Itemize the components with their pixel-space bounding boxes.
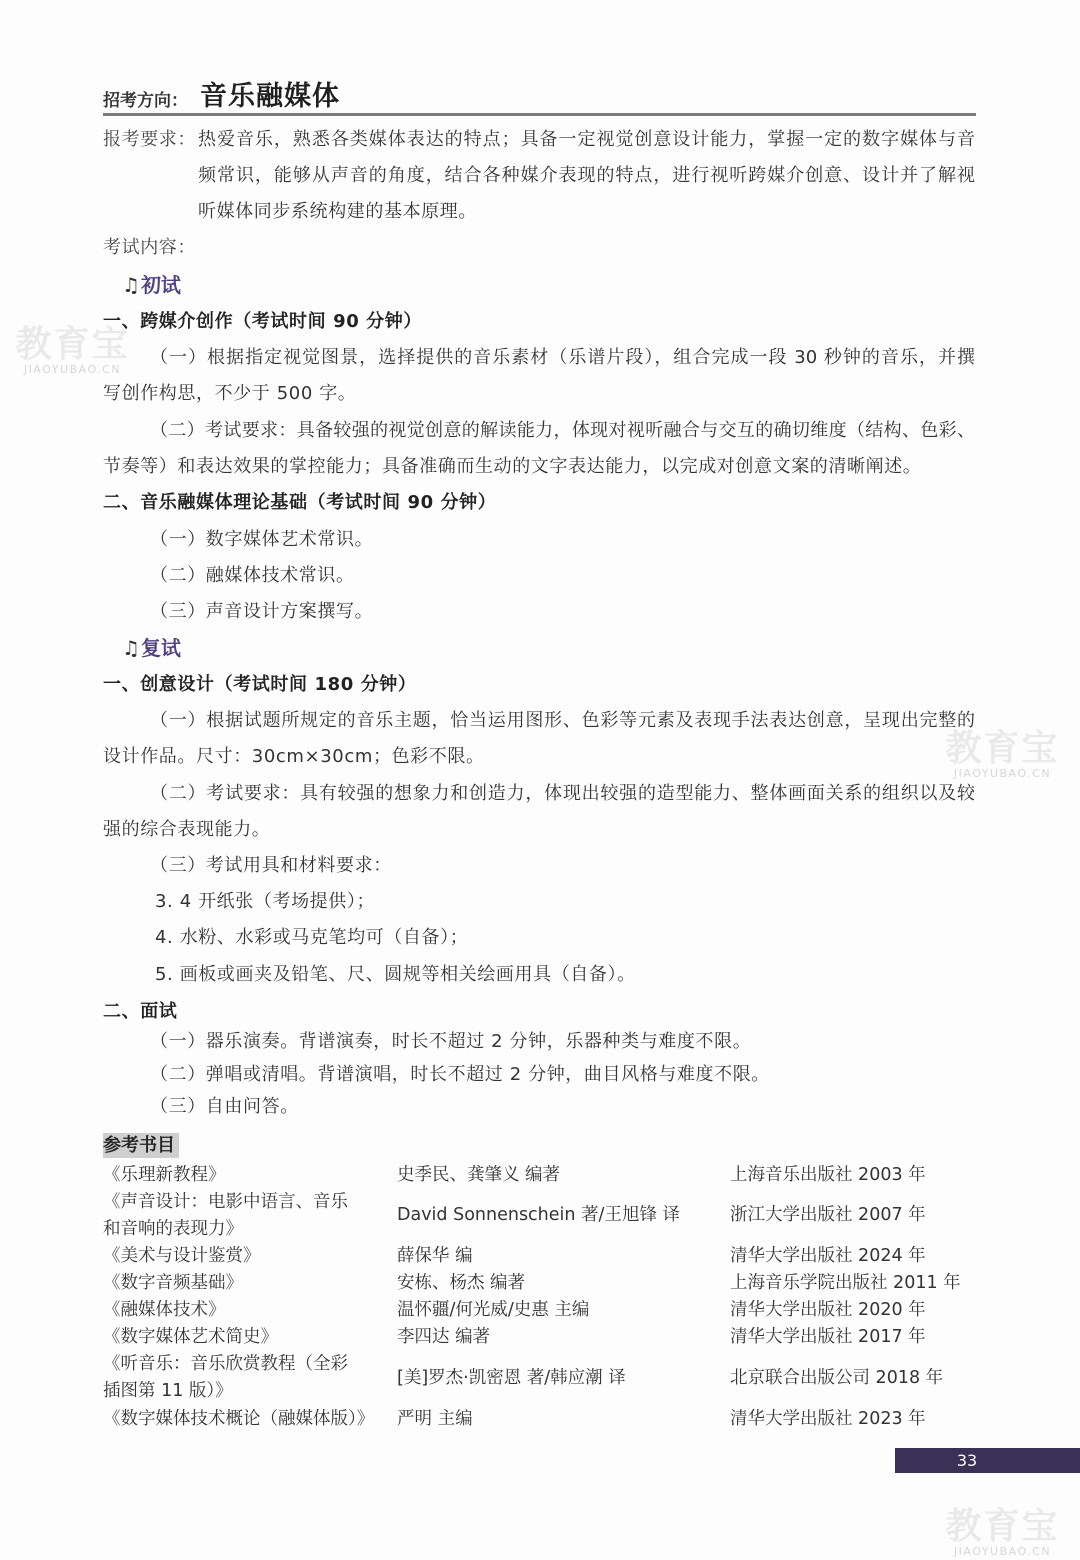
book-author: 安栋、杨杰 编著 <box>397 1273 526 1293</box>
book-author: [美]罗杰·凯密恩 著/韩应潮 译 <box>397 1368 626 1388</box>
list-item: （一）器乐演奏。背谱演奏，时长不超过 2 分钟，乐器种类与难度不限。 <box>150 1031 752 1052</box>
page-title: 音乐融媒体 <box>200 81 340 112</box>
book-title: 《乐理新教程》 <box>103 1165 226 1185</box>
paragraph-line: （一）根据指定视觉图景，选择提供的音乐素材（乐谱片段），组合完成一段 30 秒钟的音乐，并撰 <box>150 347 975 368</box>
list-item: （二）融媒体技术常识。 <box>150 565 355 586</box>
book-publisher: 清华大学出版社 2023 年 <box>730 1409 926 1429</box>
watermark-right <box>945 730 1060 780</box>
book-author: 史季民、龚肇义 编著 <box>397 1165 561 1185</box>
music-note-icon <box>122 273 140 297</box>
book-author: 温怀疆/何光威/史惠 主编 <box>397 1300 590 1320</box>
section-heading: 一、跨媒介创作（考试时间 90 分钟） <box>103 311 422 332</box>
paragraph-line: 节奏等）和表达效果的掌控能力；具备准确而生动的文字表达能力，以完成对创意文案的清晰阐述。 <box>103 456 922 477</box>
paragraph-line: 设计作品。尺寸：30cm×30cm；色彩不限。 <box>103 746 485 767</box>
watermark-domain: JIAOYUBAO.CN <box>953 767 1052 780</box>
paragraph-line: （一）根据试题所规定的音乐主题，恰当运用图形、色彩等元素及表现手法表达创意，呈现出完整的 <box>150 710 975 731</box>
book-author: 薛保华 编 <box>397 1246 473 1266</box>
music-note-icon <box>122 636 140 660</box>
watermark-domain: JIAOYUBAO.CN <box>23 363 122 376</box>
list-item: 5. 画板或画夹及铅笔、尺、圆规等相关绘画用具（自备）。 <box>155 964 636 985</box>
book-publisher: 清华大学出版社 2017 年 <box>730 1327 926 1347</box>
book-title: 《听音乐：音乐欣赏教程（全彩 <box>103 1354 348 1374</box>
references-title: 参考书目 <box>103 1133 179 1158</box>
paragraph-line: （二）考试要求：具备较强的视觉创意的解读能力，体现对视听融合与交互的确切维度（结构、色彩、 <box>150 420 975 441</box>
watermark-logo: 教育宝 <box>15 324 130 365</box>
preliminary-title: 初试 <box>140 273 181 297</box>
paragraph-line: （三）考试用具和材料要求： <box>150 855 392 876</box>
book-author: 严明 主编 <box>397 1409 473 1429</box>
paragraph-line: 写创作构思，不少于 500 字。 <box>103 383 357 404</box>
preliminary-heading <box>122 272 181 298</box>
book-publisher: 浙江大学出版社 2007 年 <box>730 1205 926 1225</box>
book-title: 插图第 11 版）》 <box>103 1381 233 1401</box>
book-publisher: 清华大学出版社 2024 年 <box>730 1246 926 1266</box>
retest-heading <box>122 635 181 661</box>
book-publisher: 上海音乐出版社 2003 年 <box>730 1165 926 1185</box>
book-title: 《融媒体技术》 <box>103 1300 226 1320</box>
list-item: 3. 4 开纸张（考场提供）； <box>155 891 376 912</box>
book-publisher: 北京联合出版公司 2018 年 <box>730 1368 944 1388</box>
book-title: 《声音设计：电影中语言、音乐 <box>103 1192 348 1212</box>
book-publisher: 清华大学出版社 2020 年 <box>730 1300 926 1320</box>
section-heading: 二、面试 <box>103 1001 178 1022</box>
list-item: （三）声音设计方案撰写。 <box>150 601 374 622</box>
requirements-line: 听媒体同步系统构建的基本原理。 <box>198 201 477 222</box>
book-author: 李四达 编著 <box>397 1327 491 1347</box>
book-title: 《美术与设计鉴赏》 <box>103 1246 261 1266</box>
watermark-domain: JIAOYUBAO.CN <box>953 1545 1052 1558</box>
section-heading: 一、创意设计（考试时间 180 分钟） <box>103 674 417 695</box>
retest-title: 复试 <box>140 636 181 660</box>
list-item: （二）弹唱或清唱。背谱演唱，时长不超过 2 分钟，曲目风格与难度不限。 <box>150 1064 770 1085</box>
book-title: 《数字媒体技术概论（融媒体版）》 <box>103 1409 375 1429</box>
list-item: （三）自由问答。 <box>150 1096 299 1117</box>
watermark-logo: 教育宝 <box>945 728 1060 769</box>
paragraph-line: 强的综合表现能力。 <box>103 819 271 840</box>
section-heading: 二、音乐融媒体理论基础（考试时间 90 分钟） <box>103 492 497 513</box>
book-title: 《数字音频基础》 <box>103 1273 243 1293</box>
list-item: （一）数字媒体艺术常识。 <box>150 529 374 550</box>
requirements-label: 报考要求： <box>103 129 196 150</box>
requirements-line: 热爱音乐，熟悉各类媒体表达的特点；具备一定视觉创意设计能力，掌握一定的数字媒体与音 <box>198 129 975 150</box>
exam-content-label: 考试内容： <box>103 237 196 258</box>
direction-label: 招考方向： <box>103 91 188 111</box>
watermark-bottom-right <box>945 1508 1060 1558</box>
list-item: 4. 水粉、水彩或马克笔均可（自备）； <box>155 927 469 948</box>
book-title: 《数字媒体艺术简史》 <box>103 1327 278 1347</box>
watermark-logo: 教育宝 <box>945 1506 1060 1547</box>
paragraph-line: （二）考试要求：具有较强的想象力和创造力，体现出较强的造型能力、整体画面关系的组织以及较 <box>150 783 975 804</box>
header-rule <box>103 113 976 116</box>
page-number: 33 <box>956 1451 978 1470</box>
book-title: 和音响的表现力》 <box>103 1219 243 1239</box>
page-number-bar <box>895 1448 1080 1473</box>
book-author: David Sonnenschein 著/王旭锋 译 <box>397 1205 681 1225</box>
book-publisher: 上海音乐学院出版社 2011 年 <box>730 1273 961 1293</box>
requirements-line: 频常识，能够从声音的角度，结合各种媒介表现的特点，进行视听跨媒介创意、设计并了解视 <box>198 165 975 186</box>
